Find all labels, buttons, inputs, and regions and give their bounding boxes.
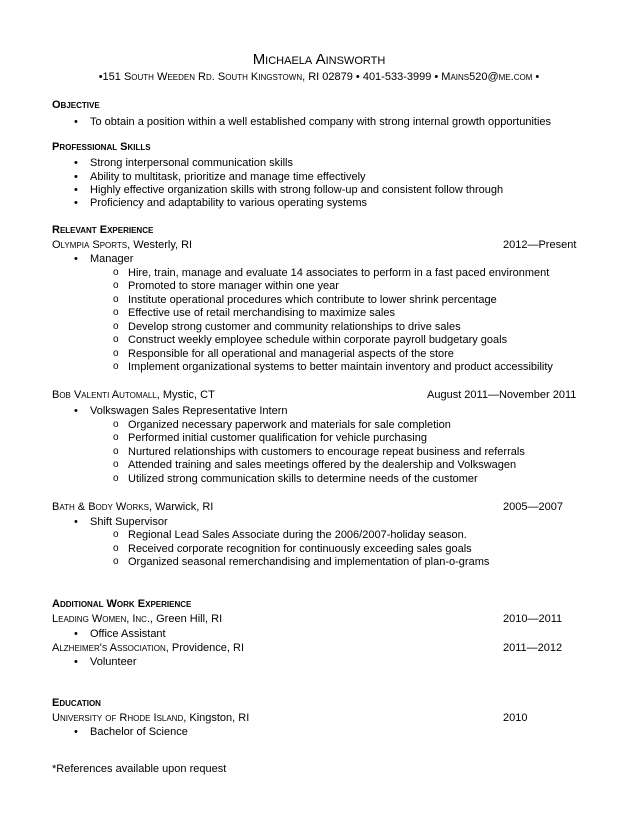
job-role: • Volkswagen Sales Representative Intern [90,406,288,417]
job-company: Leading Women, Inc. [52,613,151,625]
job-role: • Manager [90,254,133,265]
job-duty: o Performed initial customer qualification for vehicle purchasing [128,433,427,444]
job-role: • Office Assistant [90,629,166,640]
job-duty: o Promoted to store manager within one year [128,281,339,292]
job-location: , Providence, RI [165,642,245,654]
skill-item: • Proficiency and adaptability to various operating systems [90,198,367,209]
job-duty: o Organized necessary paperwork and materials for sale completion [128,420,451,431]
objective-heading: Objective [52,99,100,111]
experience-heading: Relevant Experience [52,224,154,236]
job-duty: o Effective use of retail merchandising to maximize sales [128,308,395,319]
job-location: , Warwick, RI [148,501,214,513]
job-role: • Shift Supervisor [90,517,168,528]
education-dates: 2010 [503,712,528,724]
job-duty: o Implement organizational systems to better maintain inventory and product accessibility [128,362,553,373]
school-name: University of Rhode Island [52,712,184,724]
job-duty: o Responsible for all operational and managerial aspects of the store [128,349,454,360]
job-company: Bath & Body Works [52,501,149,513]
job-duty: o Nurtured relationships with customers to encourage repeat business and referrals [128,447,525,458]
objective-item: • To obtain a position within a well established company with strong internal growth opportunities [90,117,551,128]
job-duty: o Attended training and sales meetings offered by the dealership and Volkswagen [128,460,516,471]
job-company: Alzheimer's Association [52,642,166,654]
job-dates: 2005—2007 [503,501,563,513]
job-dates: August 2011—November 2011 [427,389,577,401]
education-header [52,713,249,724]
job-duty: o Hire, train, manage and evaluate 14 associates to perform in a fast paced environment [128,268,549,279]
job-duty: o Regional Lead Sales Associate during the 2006/2007-holiday season. [128,530,467,541]
education-heading: Education [52,697,101,709]
job-duty: o Utilized strong communication skills to determine needs of the customer [128,474,478,485]
job-header [52,390,215,401]
job-header [52,614,222,625]
degree: • Bachelor of Science [90,727,188,738]
job-header [52,502,213,513]
contact-line: •151 South Weeden Rd. South Kingstown, RI 02879 • 401-533-3999 • Mains520@me.com • [98,71,540,83]
job-company: Bob Valenti Automall [52,389,157,401]
job-duty: o Institute operational procedures which contribute to lower shrink percentage [128,295,497,306]
skills-heading: Professional Skills [52,141,151,153]
job-duty: o Develop strong customer and community relationships to drive sales [128,322,461,333]
applicant-name: Michaela Ainsworth [252,51,386,68]
references-note: *References available upon request [52,763,227,775]
skill-item: • Highly effective organization skills with strong follow-up and consistent follow through [90,185,503,196]
job-dates: 2010—2011 [503,613,563,625]
job-location: , Westerly, RI [127,239,193,251]
job-dates: 2012—Present [503,239,577,251]
job-header [52,643,244,654]
job-duty: o Organized seasonal remerchandising and implementation of plan-o-grams [128,557,489,568]
job-header [52,240,192,251]
school-location: , Kingston, RI [183,712,250,724]
additional-heading: Additional Work Experience [52,598,192,610]
job-duty: o Construct weekly employee schedule within corporate payroll budgetary goals [128,335,507,346]
job-role: • Volunteer [90,657,136,668]
job-duty: o Received corporate recognition for continuously exceeding sales goals [128,544,472,555]
job-location: , Green Hill, RI [150,613,223,625]
job-company: Olympia Sports [52,239,128,251]
job-dates: 2011—2012 [503,642,563,654]
job-location: , Mystic, CT [156,389,215,401]
skill-item: • Ability to multitask, prioritize and manage time effectively [90,172,366,183]
skill-item: • Strong interpersonal communication skills [90,158,293,169]
